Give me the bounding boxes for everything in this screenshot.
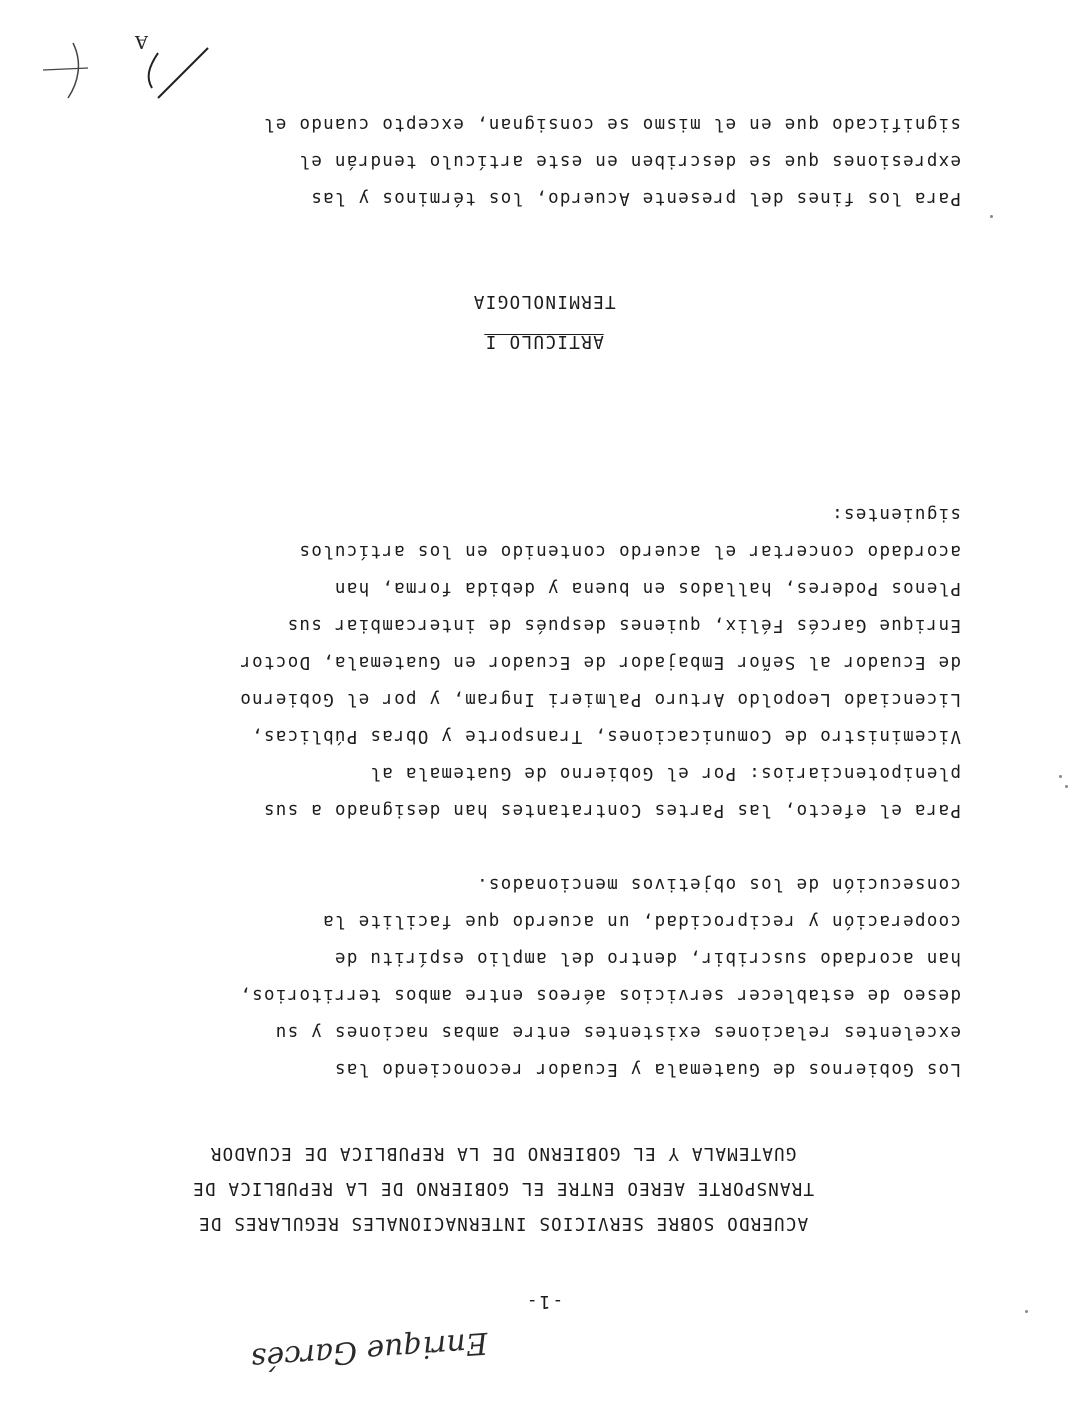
text-line: Enrique Garcés Félix, quienes después de intercambiar sus — [286, 615, 961, 635]
article-title: TERMINOLOGIA — [472, 291, 616, 311]
text-line: han acordado suscribir, dentro del amplio espíritu de — [333, 948, 961, 968]
text-line: cooperación y reciprocidad, un acuerdo que facilite la — [321, 911, 961, 931]
text-line: acordado concertar el acuerdo contenido en los artículos — [298, 541, 961, 561]
title-line: GUATEMALA Y EL GOBIERNO DE LA REPUBLICA DE ECUADOR — [209, 1143, 797, 1163]
text-line: excelentes relaciones existentes entre ambas naciones y su — [274, 1022, 961, 1042]
document-title — [68, 1135, 938, 1240]
text-line: siguientes: — [830, 504, 961, 524]
scan-speck — [990, 215, 993, 218]
initials-text: A — [135, 31, 148, 52]
text-line: Para los fines del presente Acuerdo, los términos y las — [310, 188, 961, 208]
initials-mark — [28, 28, 218, 108]
text-line: Licenciado Leopoldo Arturo Palmieri Ingram, y por el Gobierno — [239, 689, 961, 709]
page-number: -1- — [524, 1291, 564, 1312]
plenipotentiaries-paragraph — [131, 495, 961, 828]
text-line: Plenos Poderes, hallados en buena y debida forma, han — [333, 578, 961, 598]
scan-speck — [1059, 775, 1062, 778]
text-line: Los Gobiernos de Guatemala y Ecuador reconociendo las — [333, 1059, 961, 1079]
scan-speck — [1065, 785, 1068, 788]
handwritten-initials — [28, 24, 218, 108]
text-line: Viceministro de Comunicaciones, Transporte y Obras Públicas, — [250, 726, 961, 746]
text-line: Para el efecto, las Partes Contratantes han designado a sus — [262, 800, 961, 820]
article-number: ARTICULO I — [484, 331, 604, 351]
article-heading — [0, 281, 1088, 361]
handwritten-signature: Enrique Garcés — [249, 1324, 489, 1377]
text-line: plenipotenciarios: Por el Gobierno de Guatemala al — [369, 763, 961, 783]
title-line: ACUERDO SOBRE SERVICIOS INTERNACIONALES REGULARES DE — [197, 1213, 809, 1233]
text-line: consecución de los objetivos mencionados. — [475, 874, 961, 894]
text-line: significado que en el mismo se consignan, excepto cuando el — [262, 114, 961, 134]
preamble-paragraph — [131, 865, 961, 1087]
text-line: de Ecuador al Señor Embajador de Ecuador en Guatemala, Doctor — [239, 652, 961, 672]
text-line: expresiones que se describen en este artículo tendrán el — [298, 151, 961, 171]
text-line: deseo de establecer servicios aéreos entre ambos territorios, — [239, 985, 961, 1005]
scan-speck — [1025, 1310, 1028, 1313]
terminology-paragraph — [131, 105, 961, 216]
title-line: TRANSPORTE AEREO ENTRE EL GOBIERNO DE LA REPUBLICA DE — [192, 1178, 815, 1198]
